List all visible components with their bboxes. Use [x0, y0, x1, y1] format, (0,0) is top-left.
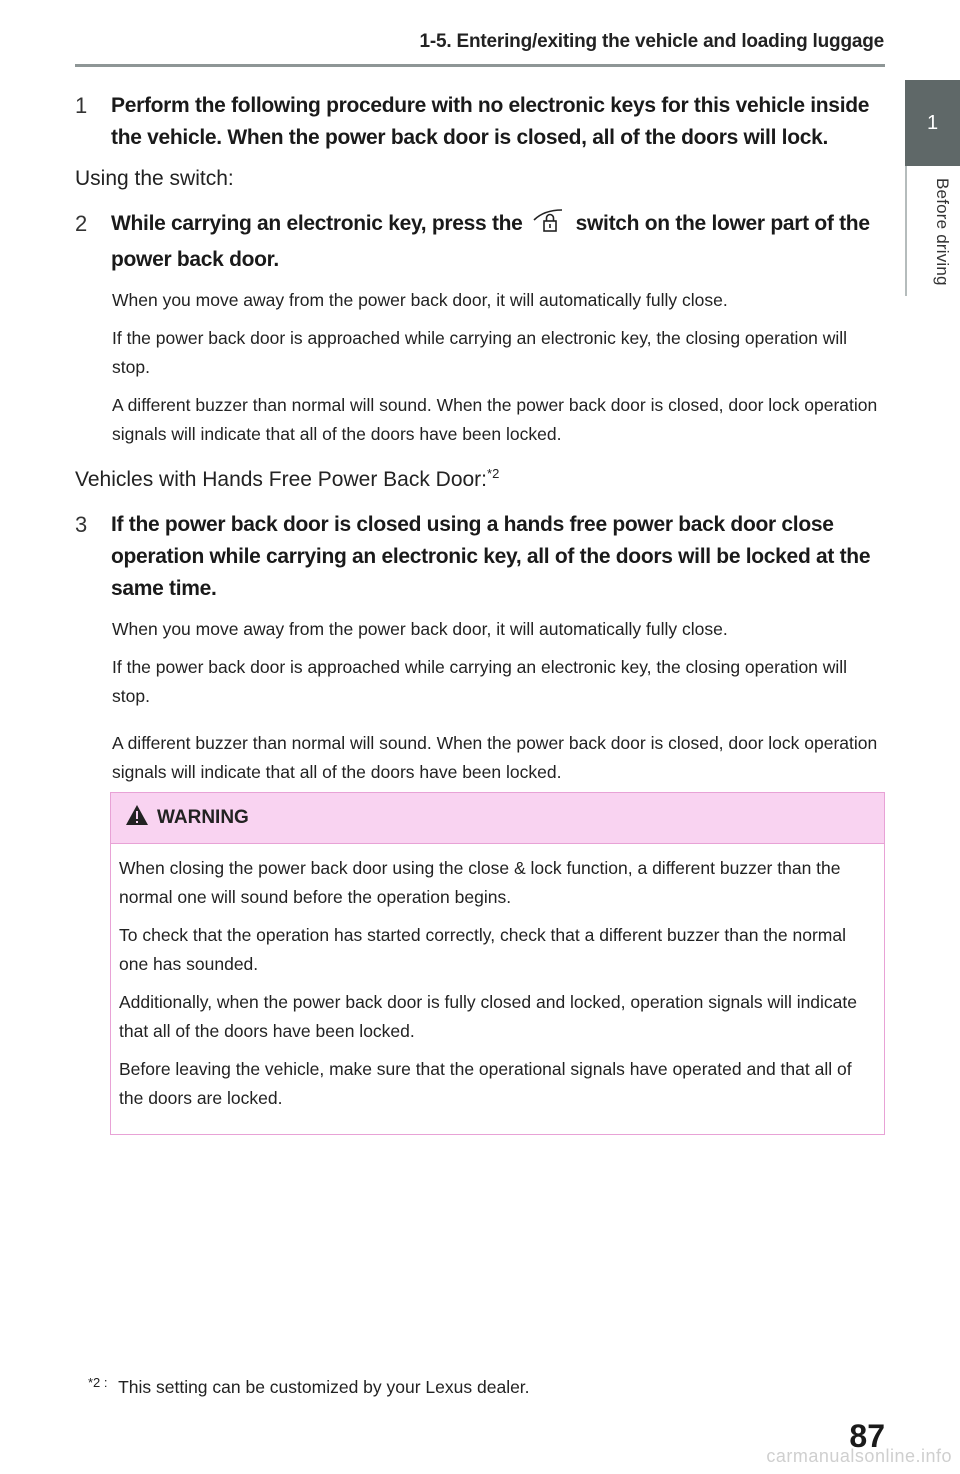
step-number: 1 — [75, 93, 88, 118]
step-text: Perform the following procedure with no electronic keys for this vehicle inside the vehicle. When the power back door is closed, all of the doors will lock. — [111, 94, 870, 149]
step-3-para: A different buzzer than normal will sound. When the power back door is closed, door lock operation signals will indicate that all of the doors have been locked. — [112, 733, 878, 782]
main-content — [75, 90, 885, 796]
warning-box — [110, 792, 885, 1135]
step-text-after: switch on the lower part of the power back door. — [111, 212, 870, 271]
step-2-para: If the power back door is approached while carrying an electronic key, the closing operation will stop. — [112, 328, 848, 377]
subheading-text: Vehicles with Hands Free Power Back Door: — [75, 468, 488, 491]
header-divider — [75, 64, 885, 67]
step-text: If the power back door is closed using a hands free power back door close operation while carrying an electronic key, all of the doors will be locked at the same time. — [111, 513, 871, 600]
step-3 — [75, 509, 885, 605]
footnote-text: This setting can be customized by your Lexus dealer. — [118, 1377, 530, 1397]
warning-triangle-icon — [125, 804, 157, 832]
step-text-before: While carrying an electronic key, press the — [111, 212, 523, 235]
warning-para: To check that the operation has started correctly, check that a different buzzer than the normal one has sounded. — [119, 925, 846, 974]
footnote-ref: *2 — [487, 466, 500, 481]
section-header-title: 1-5. Entering/exiting the vehicle and loading luggage — [419, 31, 884, 52]
step-number: 2 — [75, 211, 88, 236]
footnote-mark: *2 : — [88, 1375, 108, 1390]
chapter-tab[interactable]: 1 — [905, 80, 960, 166]
step-2-para: A different buzzer than normal will sound. When the power back door is closed, door lock operation signals will indicate that all of the doors have been locked. — [112, 395, 878, 444]
step-3-para: When you move away from the power back door, it will automatically fully close. — [112, 619, 728, 639]
step-number: 3 — [75, 512, 88, 537]
watermark: carmanualsonline.info — [766, 1446, 952, 1466]
warning-para: When closing the power back door using the close & lock function, a different buzzer than the normal one will sound before the operation begins. — [119, 858, 841, 907]
lock-switch-icon — [532, 208, 566, 244]
warning-para: Additionally, when the power back door is fully closed and locked, operation signals will indicate that all of the doors have been locked. — [119, 992, 858, 1041]
warning-body — [111, 844, 884, 1134]
warning-para: Before leaving the vehicle, make sure that the operational signals have operated and that all of the doors are locked. — [119, 1059, 852, 1108]
chapter-tab-label: Before driving — [933, 178, 952, 286]
warning-title: WARNING — [157, 807, 249, 828]
subheading-using-switch: Using the switch: — [75, 167, 234, 190]
chapter-tab-line — [905, 166, 907, 296]
step-2-para: When you move away from the power back door, it will automatically fully close. — [112, 290, 728, 310]
page-number: 87 — [849, 1418, 885, 1454]
footnote — [88, 1375, 530, 1398]
subheading-hands-free — [75, 459, 885, 495]
step-2 — [75, 208, 885, 276]
step-1 — [75, 90, 885, 154]
step-3-para: If the power back door is approached while carrying an electronic key, the closing operation will stop. — [112, 657, 848, 706]
warning-header — [111, 793, 884, 844]
step-text — [111, 208, 885, 276]
